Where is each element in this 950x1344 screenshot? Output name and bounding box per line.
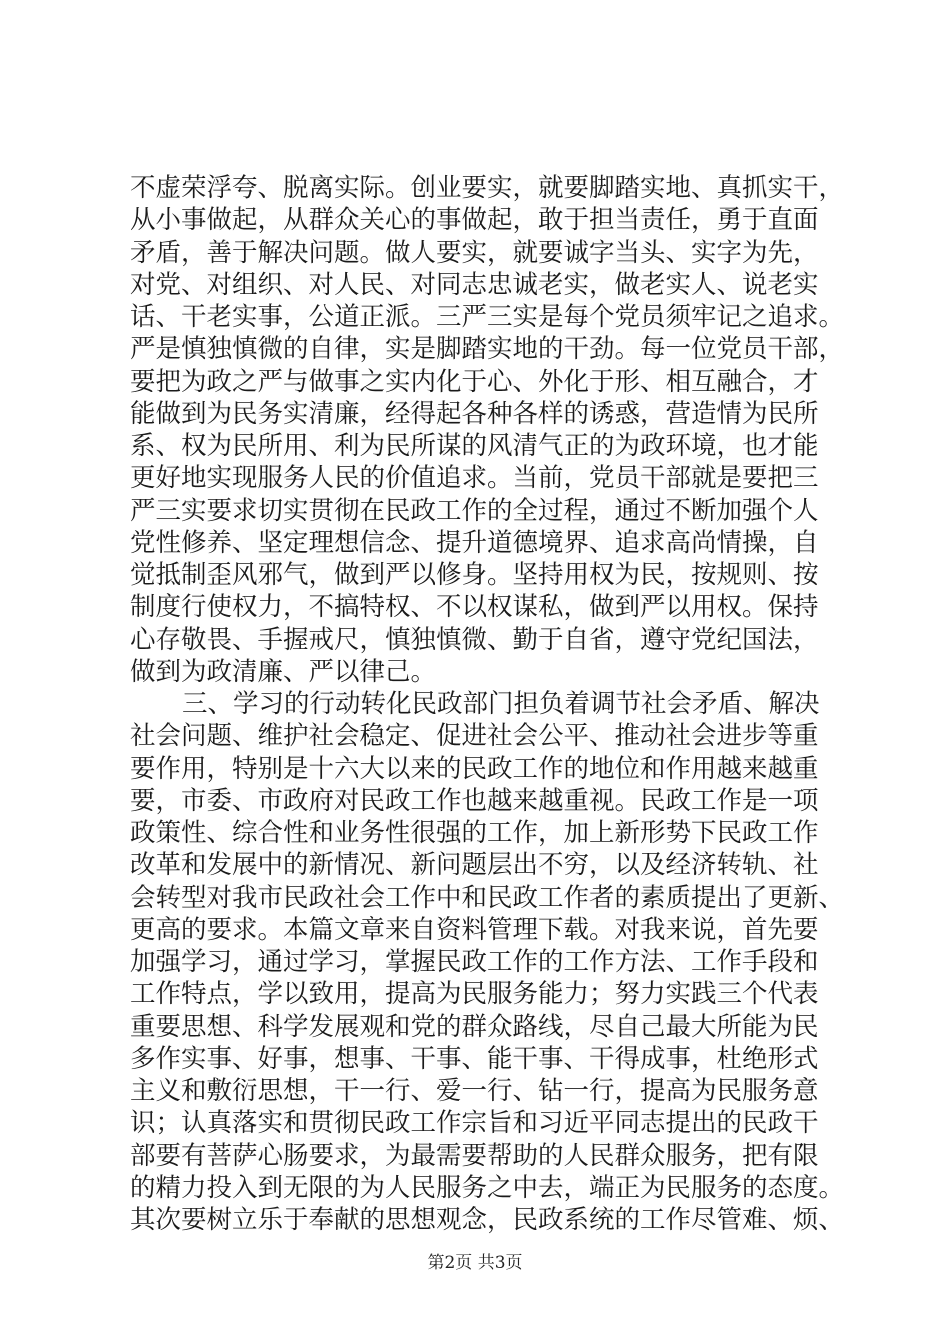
text-line: 系、权为民所用、利为民所谋的风清气正的为政环境，也才能 bbox=[130, 431, 819, 461]
text-line: 改革和发展中的新情况、新问题层出不穷，以及经济转轨、社 bbox=[130, 850, 819, 881]
text-line: 会转型对我市民政社会工作中和民政工作者的素质提出了更新、 bbox=[130, 882, 845, 913]
text-line: 觉抵制歪风邪气，做到严以修身。坚持用权为民，按规则、按 bbox=[130, 560, 819, 590]
text-line: 社会问题、维护社会稳定、促进社会公平、推动社会进步等重 bbox=[130, 721, 819, 752]
text-line: 制度行使权力，不搞特权、不以权谋私，做到严以用权。保持 bbox=[130, 592, 819, 623]
text-line: 心存敬畏、手握戒尺，慎独慎微、勤于自省，遵守党纪国法， bbox=[130, 624, 819, 655]
text-line: 的精力投入到无限的为人民服务之中去，端正为民服务的态度。 bbox=[130, 1172, 845, 1203]
text-line: 更好地实现服务人民的价值追求。当前，党员干部就是要把三 bbox=[130, 463, 819, 494]
text-line: 能做到为民务实清廉，经得起各种各样的诱惑，营造情为民所 bbox=[130, 398, 819, 429]
text-line: 做到为政清廉、严以律己。 bbox=[130, 656, 437, 687]
text-line: 部要有菩萨心肠要求，为最需要帮助的人民群众服务，把有限 bbox=[130, 1140, 819, 1171]
text-line: 话、干老实事，公道正派。三严三实是每个党员须牢记之追求。 bbox=[130, 302, 845, 332]
text-line: 加强学习，通过学习，掌握民政工作的工作方法、工作手段和 bbox=[130, 947, 819, 977]
text-line: 政策性、综合性和业务性很强的工作，加上新形势下民政工作 bbox=[130, 818, 819, 848]
text-line: 要把为政之严与做事之实内化于心、外化于形、相互融合，才 bbox=[130, 366, 819, 397]
text-line: 其次要树立乐于奉献的思想观念，民政系统的工作尽管难、烦、 bbox=[130, 1205, 845, 1235]
text-line-paragraph-start: 三、学习的行动转化民政部门担负着调节社会矛盾、解决 bbox=[182, 689, 820, 719]
text-line: 矛盾，善于解决问题。做人要实，就要诚字当头、实字为先， bbox=[130, 237, 819, 268]
text-line: 要作用，特别是十六大以来的民政工作的地位和作用越来越重 bbox=[130, 753, 819, 784]
text-line: 工作特点，学以致用，提高为民服务能力；努力实践三个代表 bbox=[130, 979, 819, 1010]
body-text bbox=[130, 172, 855, 1236]
text-line: 主义和敷衍思想，干一行、爱一行、钻一行，提高为民服务意 bbox=[130, 1076, 819, 1106]
text-line: 对党、对组织、对人民、对同志忠诚老实，做老实人、说老实 bbox=[130, 269, 819, 300]
text-line: 不虚荣浮夸、脱离实际。创业要实，就要脚踏实地、真抓实干， bbox=[130, 173, 845, 203]
text-line: 多作实事、好事，想事、干事、能干事、干得成事，杜绝形式 bbox=[130, 1043, 819, 1074]
text-line: 识；认真落实和贯彻民政工作宗旨和习近平同志提出的民政干 bbox=[130, 1108, 819, 1139]
text-line: 更高的要求。本篇文章来自资料管理下载。对我来说，首先要 bbox=[130, 914, 819, 945]
text-line: 严三实要求切实贯彻在民政工作的全过程，通过不断加强个人 bbox=[130, 495, 819, 526]
text-line: 党性修养、坚定理想信念、提升道德境界、追求高尚情操，自 bbox=[130, 527, 819, 558]
text-line: 严是慎独慎微的自律，实是脚踏实地的干劲。每一位党员干部， bbox=[130, 334, 845, 365]
text-line: 重要思想、科学发展观和党的群众路线，尽自己最大所能为民 bbox=[130, 1011, 819, 1042]
text-line: 从小事做起，从群众关心的事做起，敢于担当责任，勇于直面 bbox=[130, 205, 819, 236]
text-line: 要，市委、市政府对民政工作也越来越重视。民政工作是一项 bbox=[130, 785, 819, 816]
page-number-footer: 第2页 共3页 bbox=[427, 1253, 523, 1273]
